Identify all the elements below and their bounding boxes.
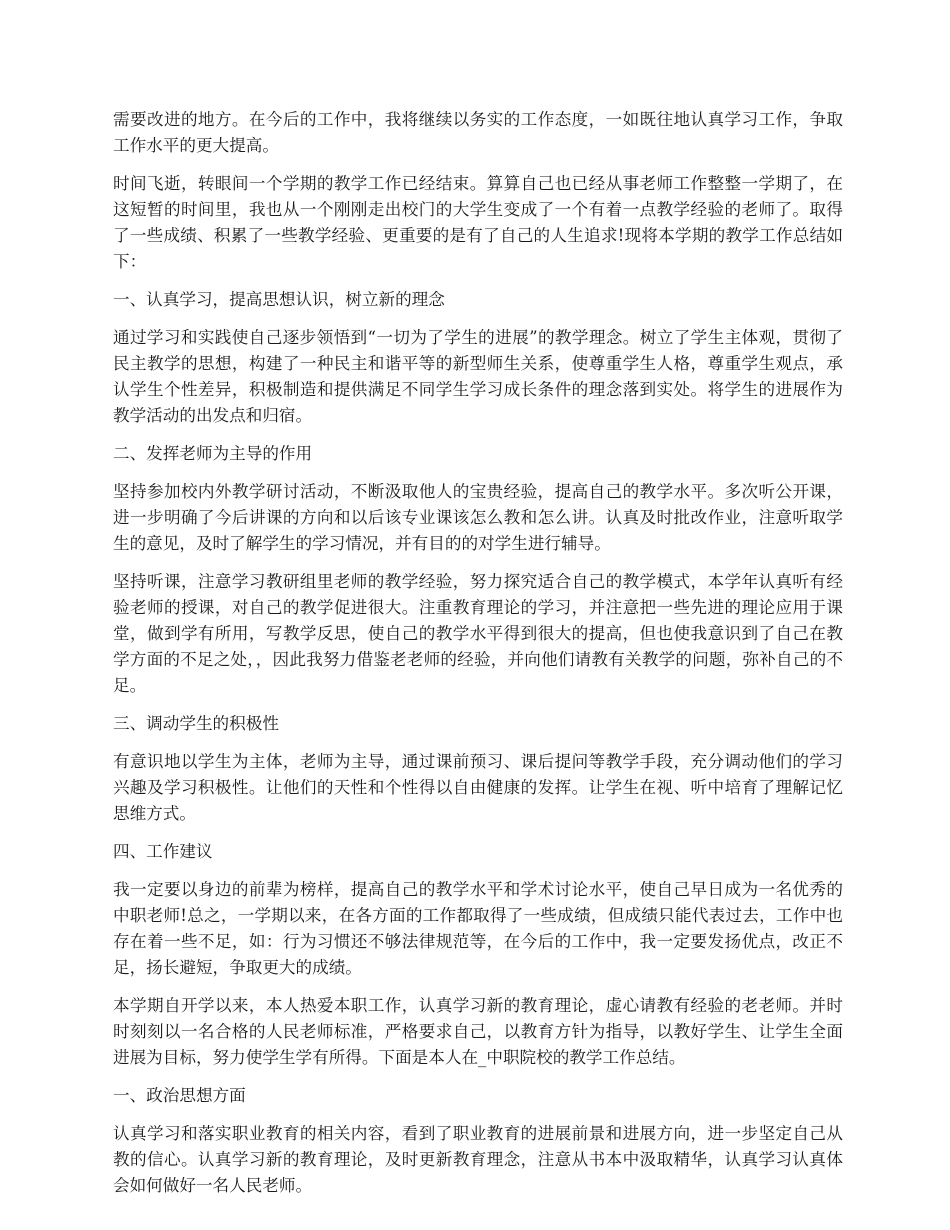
paragraph: 需要改进的地方。在今后的工作中，我将继续以务实的工作态度，一如既往地认真学习工作，争取工作水平的更大提高。: [113, 110, 843, 155]
paragraph: 我一定要以身边的前辈为榜样，提高自己的教学水平和学术讨论水平，使自己早日成为一名优秀的中职老师!总之，一学期以来，在各方面的工作都取得了一些成绩，但成绩只能代表过去，工作中也存在着一些不足，如：行为习惯还不够法律规范等，在今后的工作中，我一定要发扬优点，改正不足，扬长避短，争取更大的成绩。: [113, 880, 843, 977]
paragraph: 有意识地以学生为主体，老师为主导，通过课前预习、课后提问等教学手段，充分调动他们的学习兴趣及学习积极性。让他们的天性和个性得以自由健康的发挥。让学生在视、听中培育了理解记忆思维方式。: [113, 752, 843, 823]
paragraph: 坚持参加校内外教学研讨活动，不断汲取他人的宝贵经验，提高自己的教学水平。多次听公开课，进一步明确了今后讲课的方向和以后该专业课该怎么教和怎么讲。认真及时批改作业，注意听取学生的意见，及时了解学生的学习情况，并有目的的对学生进行辅导。: [113, 482, 843, 553]
paragraph: 时间飞逝，转眼间一个学期的教学工作已经结束。算算自己也已经从事老师工作整整一学期了，在这短暂的时间里，我也从一个刚刚走出校门的大学生变成了一个有着一点教学经验的老师了。取得了一些成绩、积累了一些教学经验、更重要的是有了自己的人生追求!现将本学期的教学工作总结如下：: [113, 174, 843, 271]
paragraph: 通过学习和实践使自己逐步领悟到“一切为了学生的进展”的教学理念。树立了学生主体观，贯彻了民主教学的思想，构建了一种民主和谐平等的新型师生关系，使尊重学生人格，尊重学生观点，承认学生个性差异，积极制造和提供满足不同学生学习成长条件的理念落到实处。将学生的进展作为教学活动的出发点和归宿。: [113, 328, 843, 425]
section-heading: 三、调动学生的积极性: [113, 714, 279, 733]
document-body: [113, 107, 843, 1211]
paragraph: 认真学习和落实职业教育的相关内容，看到了职业教育的进展前景和进展方向，进一步坚定自己从教的信心。认真学习新的教育理论，及时更新教育理念，注意从书本中汲取精华，认真学习认真体会如何做好一名人民老师。: [113, 1124, 843, 1195]
section-heading: 四、工作建议: [113, 842, 213, 861]
section-heading: 一、政治思想方面: [113, 1086, 246, 1105]
section-heading: 一、认真学习，提高思想认识，树立新的理念: [113, 290, 445, 309]
section-heading: 二、发挥老师为主导的作用: [113, 444, 313, 463]
paragraph: 坚持听课，注意学习教研组里老师的教学经验，努力探究适合自己的教学模式，本学年认真听有经验老师的授课，对自己的教学促进很大。注重教育理论的学习，并注意把一些先进的理论应用于课堂，做到学有所用，写教学反思，使自己的教学水平得到很大的提高，但也使我意识到了自己在教学方面的不足之处，，因此我努力借鉴老老师的经验，并向他们请教有关教学的问题，弥补自己的不足。: [113, 572, 843, 695]
paragraph: 本学期自开学以来，本人热爱本职工作，认真学习新的教育理论，虚心请教有经验的老老师。并时时刻刻以一名合格的人民老师标准，严格要求自己，以教育方针为指导，以教好学生、让学生全面进展为目标，努力使学生学有所得。下面是本人在_中职院校的教学工作总结。: [113, 996, 843, 1067]
